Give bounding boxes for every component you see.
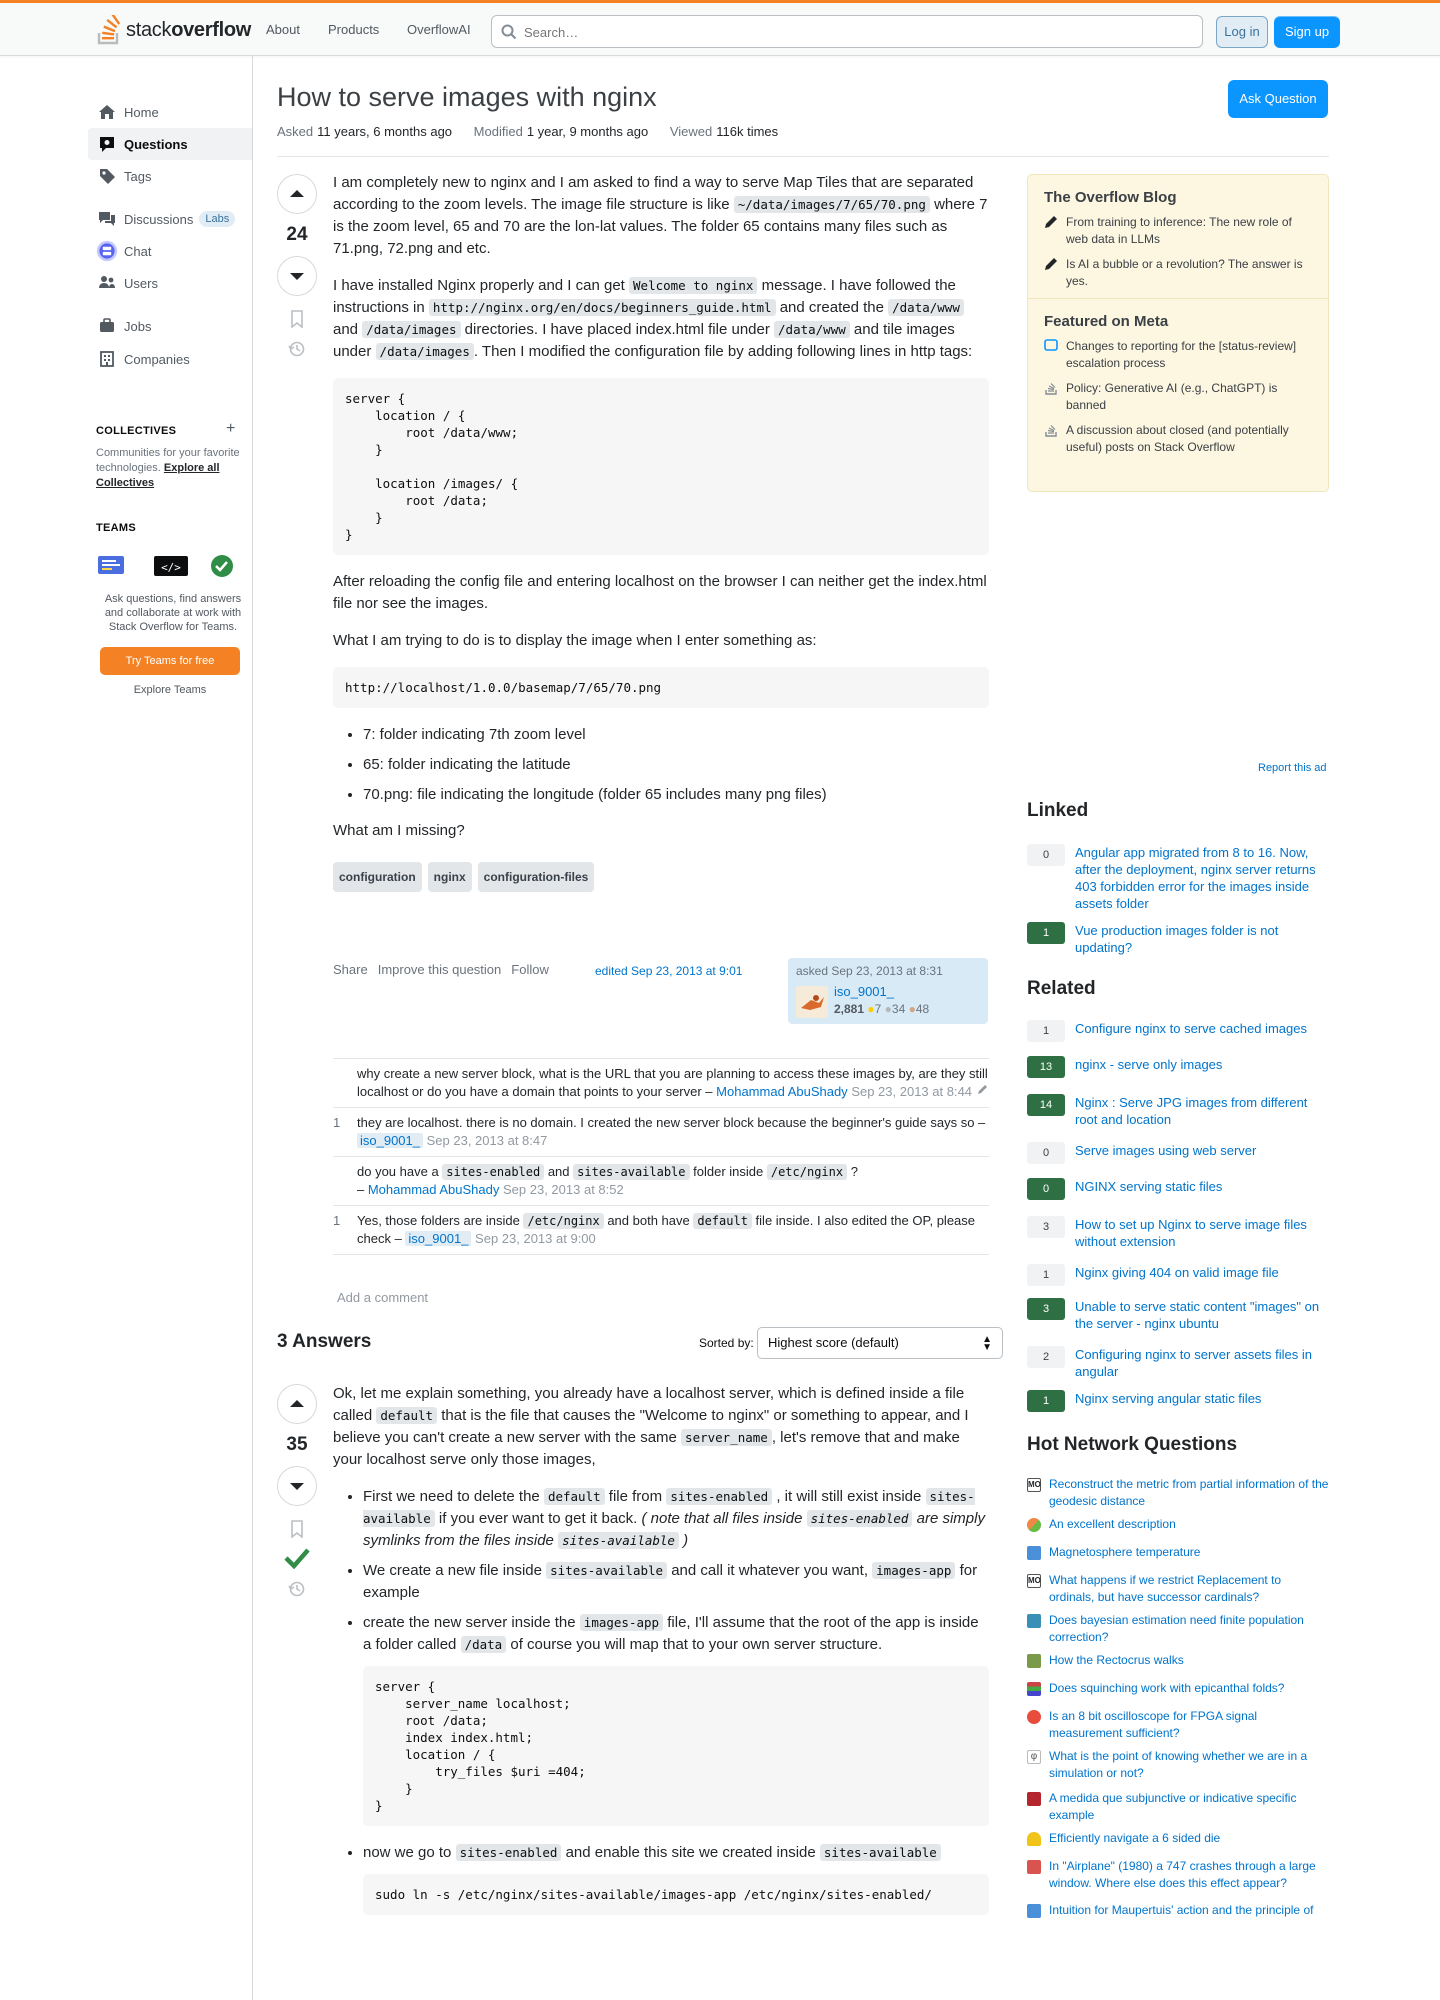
meta-item[interactable]: [1028, 418, 1328, 460]
upvote-button[interactable]: [277, 1384, 317, 1424]
hot-link[interactable]: Efficiently navigate a 6 sided die: [1049, 1831, 1221, 1845]
answers-header: 3 Answers: [277, 1331, 372, 1352]
score-badge: 1: [1027, 922, 1065, 944]
asked-label: Asked: [277, 124, 314, 139]
nav-overflowai[interactable]: OverflowAI: [407, 22, 471, 37]
nav-home-label: Home: [124, 104, 159, 120]
code-block-server: server { server_name localhost; root /data; index index.html; location / { try_files $uri =404; } }: [363, 1666, 989, 1826]
nav-chat-label: Chat: [124, 243, 152, 259]
question-p1: I am completely new to nginx and I am asked to find a way to serve Map Tiles that are separated according to the zoom levels. The image file structure is like ~/data/images/7/65/70.png where 7 is the zoom level, 65 and 70 are the lon-lat values. The folder 65 contains many files such as 71.png, 72.png and etc.: [333, 174, 988, 257]
svg-text:</>: </>: [161, 561, 181, 574]
login-button[interactable]: Log in: [1216, 16, 1268, 48]
viewed-value: 116k times: [716, 124, 779, 139]
pencil-icon: [976, 1084, 988, 1096]
meta-title: Featured on Meta: [1044, 313, 1169, 330]
logo-text-bold: overflow: [171, 18, 252, 41]
nav-about[interactable]: About: [266, 22, 300, 37]
score-badge: 0: [1027, 844, 1065, 866]
comment: 1 they are localhost. there is no domain. I created the new server block because the beginner's guide says so – iso_9001_ Sep 23, 2013 at 8:47: [333, 1107, 989, 1156]
nav-discussions[interactable]: [88, 203, 252, 235]
search-box[interactable]: [491, 15, 1203, 48]
linked-link[interactable]: Vue production images folder is not updating?: [1075, 923, 1279, 955]
comment: 1 Yes, those folders are inside /etc/nginx and both have default file inside. I also edited the OP, please check – iso_9001_ Sep 23, 2013 at 9:00: [333, 1205, 989, 1255]
hot-network-title: Hot Network Questions: [1027, 1434, 1238, 1455]
linked-link[interactable]: Angular app migrated from 8 to 16. Now, after the deployment, nginx server returns 403 forbidden error for the images inside assets folder: [1075, 845, 1316, 911]
signup-button[interactable]: Sign up: [1274, 16, 1340, 48]
score-badge: 14: [1027, 1094, 1065, 1116]
hot-link[interactable]: Reconstruct the metric from partial information of the geodesic distance: [1049, 1477, 1329, 1508]
question-meta: [277, 124, 796, 139]
score-badge: 0: [1027, 1178, 1065, 1200]
score-badge: 2: [1027, 1346, 1065, 1368]
blog-item[interactable]: [1028, 210, 1328, 252]
hot-item[interactable]: [1027, 1652, 1329, 1669]
divider: [1028, 298, 1328, 299]
nav-discussions-label: Discussions: [124, 211, 194, 227]
score-badge: 3: [1027, 1216, 1065, 1238]
worldbuilding-icon: [1027, 1546, 1041, 1560]
answer-body: [333, 1383, 989, 1931]
question-p3: After reloading the config file and entering localhost on the browser I can neither get the index.html file nor see the images.: [333, 573, 987, 612]
related-link[interactable]: NGINX serving static files: [1075, 1179, 1223, 1194]
meta-link[interactable]: Policy: Generative AI (e.g., ChatGPT) is banned: [1066, 381, 1278, 412]
collectives-desc-text: Communities for your favorite technologies.: [96, 447, 240, 474]
question-body: [333, 172, 989, 892]
discussions-icon: [96, 210, 118, 228]
comment-user[interactable]: iso_9001_: [405, 1231, 471, 1246]
pencil-icon: [1044, 256, 1066, 290]
codegolf-icon: [1027, 1832, 1041, 1846]
hot-item[interactable]: [1027, 1680, 1329, 1697]
silver-badge-icon: ●: [884, 1002, 892, 1016]
list-item: • create the new server inside the images-app file, I'll assume that the root of the app is inside a folder called /data of course you will map that to your own server structure. server { server_name localhost; root /data; index index.html; location / { try_files $uri =404; } }: [363, 1612, 989, 1826]
related-title: Related: [1027, 978, 1096, 999]
list-item: • 7: folder indicating 7th zoom level: [363, 724, 989, 746]
hot-item[interactable]: [1027, 1902, 1329, 1919]
code-block-url: http://localhost/1.0.0/basemap/7/65/70.png: [333, 667, 989, 708]
edited-link[interactable]: edited Sep 23, 2013 at 9:01: [595, 964, 743, 978]
explore-teams-link[interactable]: Explore Teams: [133, 684, 207, 696]
question-p2: I have installed Nginx properly and I can get Welcome to nginx message. I have followed the instructions in http://nginx.org/en/docs/beginners_guide.html and created the /data/www and /data/images directories. I have placed index.html file under /data/www and tile images under /data/images . Then I modified the configuration file by adding following lines in http tags:: [333, 277, 973, 360]
history-button[interactable]: [277, 340, 317, 358]
hot-item[interactable]: [1027, 1708, 1329, 1742]
questions-icon: [96, 135, 118, 153]
related-item[interactable]: [1027, 1390, 1329, 1412]
mathoverflow-icon: MO: [1027, 1478, 1041, 1492]
hot-item[interactable]: [1027, 1748, 1329, 1782]
nav-tags[interactable]: [88, 160, 252, 192]
comment-score: 1: [333, 1115, 341, 1130]
answer-vote-cell: [277, 1384, 317, 1598]
hot-item[interactable]: [1027, 1790, 1329, 1824]
logo-text-light: stack: [126, 18, 172, 41]
nav-jobs-label: Jobs: [124, 318, 152, 334]
question-title[interactable]: How to serve images with nginx: [277, 82, 657, 112]
bookmark-button[interactable]: [277, 310, 317, 328]
spanish-icon: [1027, 1792, 1041, 1806]
blog-title: The Overflow Blog: [1044, 189, 1177, 206]
top-bar: [0, 0, 1440, 56]
meta-link[interactable]: Changes to reporting for the [status-review] escalation process: [1066, 339, 1297, 370]
score-badge: 1: [1027, 1264, 1065, 1286]
vote-count: 35: [286, 1434, 308, 1455]
comment: do you have a sites-enabled and sites-available folder inside /etc/nginx ? – Mohammad AbuShady Sep 23, 2013 at 8:52: [333, 1156, 989, 1205]
hot-item[interactable]: [1027, 1544, 1329, 1561]
improve-link[interactable]: Improve this question: [377, 962, 502, 977]
hot-link[interactable]: Does squinching work with epicanthal folds?: [1049, 1681, 1285, 1695]
stack-meta-icon: [1044, 422, 1066, 456]
related-link[interactable]: Configure nginx to serve cached images: [1075, 1021, 1307, 1036]
comment-user[interactable]: Mohammad AbuShady: [367, 1182, 500, 1197]
hot-link[interactable]: What is the point of knowing whether we are in a simulation or not?: [1049, 1749, 1308, 1780]
owner-reputation: [834, 1002, 929, 1016]
related-item[interactable]: [1027, 1094, 1329, 1128]
related-link[interactable]: How to set up Nginx to serve image files without extension: [1075, 1217, 1307, 1249]
related-item[interactable]: [1027, 1056, 1329, 1078]
hot-link[interactable]: An excellent description: [1049, 1517, 1176, 1531]
building-icon: [96, 350, 118, 368]
owner-name[interactable]: iso_9001_: [834, 984, 894, 999]
related-item[interactable]: [1027, 1216, 1329, 1250]
code-block-config: server { location / { root /data/www; } location /images/ { root /data; } }: [333, 378, 989, 555]
list-item: • 70.png: file indicating the longitude (folder 65 includes many png files): [363, 784, 989, 806]
nav-chat[interactable]: [88, 235, 252, 267]
score-badge: 1: [1027, 1020, 1065, 1042]
ask-question-button[interactable]: Ask Question: [1228, 80, 1328, 118]
score-badge: 3: [1027, 1298, 1065, 1320]
philosophy-icon: φ: [1027, 1750, 1041, 1764]
viewed-label: Viewed: [669, 124, 713, 139]
hot-item[interactable]: [1027, 1858, 1329, 1892]
bookmark-button[interactable]: [277, 1520, 317, 1538]
puzzling-icon: [1027, 1518, 1041, 1532]
comment-user[interactable]: Mohammad AbuShady: [716, 1084, 848, 1099]
movies-icon: [1027, 1860, 1041, 1874]
list-item: • First we need to delete the default file from sites-enabled , it will still exist inside sites-available if you ever want to get it back. ( note that all files inside sites-enabled are simply symlinks from the files inside sites-available ): [363, 1486, 989, 1552]
physics-icon: [1027, 1904, 1041, 1918]
linked-item[interactable]: [1027, 922, 1329, 956]
silver-badge-count: 34: [891, 1002, 906, 1016]
blog-link[interactable]: Is AI a bubble or a revolution? The answer is yes.: [1066, 257, 1303, 288]
arrow-up-icon: [288, 185, 306, 203]
question-p5: What am I missing?: [333, 822, 465, 839]
related-item[interactable]: [1027, 1020, 1329, 1042]
chat-bubble-icon: [1044, 338, 1066, 372]
score-badge: 1: [1027, 1390, 1065, 1412]
meta-item[interactable]: [1028, 376, 1328, 418]
linked-title: Linked: [1027, 800, 1089, 821]
accepted-answer-check: [277, 1546, 317, 1570]
collectives-desc: [96, 446, 246, 491]
downvote-button[interactable]: [277, 1466, 317, 1506]
asked-time: asked Sep 23, 2013 at 8:31: [796, 964, 943, 978]
hot-item[interactable]: [1027, 1572, 1329, 1606]
tag-nginx[interactable]: nginx: [428, 862, 472, 892]
bookmark-icon: [289, 1520, 305, 1538]
electronics-icon: [1027, 1710, 1041, 1724]
pencil-icon: [1044, 214, 1066, 248]
arrow-down-icon: [288, 1477, 306, 1495]
hot-link[interactable]: How the Rectocrus walks: [1049, 1653, 1184, 1667]
try-teams-button[interactable]: Try Teams for free: [100, 647, 240, 675]
hot-link[interactable]: Does bayesian estimation need finite population correction?: [1049, 1613, 1304, 1644]
hot-item[interactable]: [1027, 1830, 1329, 1847]
gold-badge-count: 7: [874, 1002, 882, 1016]
mathoverflow-icon: MO: [1027, 1574, 1041, 1588]
sort-select[interactable]: [757, 1327, 1003, 1359]
plus-icon[interactable]: +: [226, 420, 236, 437]
list-item: • 65: folder indicating the latitude: [363, 754, 989, 776]
history-button[interactable]: [277, 1580, 317, 1598]
related-link[interactable]: Serve images using web server: [1075, 1143, 1257, 1158]
explore-collectives-link[interactable]: Explore all Collectives: [96, 462, 220, 489]
left-sidebar: [0, 56, 253, 2000]
hot-link[interactable]: Magnetosphere temperature: [1049, 1545, 1201, 1559]
comment-list: [333, 1058, 989, 1255]
nav-products[interactable]: Products: [328, 22, 380, 37]
avatar[interactable]: [796, 986, 828, 1018]
hot-link[interactable]: A medida que subjunctive or indicative specific example: [1049, 1791, 1297, 1822]
related-item[interactable]: [1027, 1298, 1329, 1332]
report-ad-link[interactable]: Report this ad: [1258, 762, 1327, 774]
vote-count: 24: [286, 224, 308, 245]
history-icon: [288, 1580, 306, 1598]
bookmark-icon: [289, 310, 305, 328]
hot-item[interactable]: [1027, 1476, 1329, 1510]
related-link[interactable]: Nginx serving angular static files: [1075, 1391, 1262, 1406]
related-item[interactable]: [1027, 1346, 1329, 1380]
related-item[interactable]: [1027, 1178, 1329, 1200]
nav-questions-label: Questions: [124, 136, 188, 152]
overflow-blog-widget: [1027, 174, 1329, 492]
nav-users-label: Users: [124, 275, 158, 291]
nav-companies-label: Companies: [124, 351, 190, 367]
blog-link[interactable]: From training to inference: The new role of web data in LLMs: [1066, 215, 1292, 246]
chat-icon: [96, 238, 118, 264]
teams-title: TEAMS: [96, 522, 136, 534]
related-link[interactable]: Configuring nginx to server assets files in angular: [1075, 1347, 1313, 1379]
labs-badge: Labs: [199, 211, 235, 227]
asked-value: 11 years, 6 months ago: [317, 124, 453, 139]
answer-p1: Ok, let me explain something, you already have a localhost server, which is defined inside a file called default that is the file that causes the "Welcome to nginx" or something to appear, and I believe you can't create a new server with the same server_name , let's remove that and make your localhost serve only those images,: [333, 1385, 969, 1468]
nav-tags-label: Tags: [124, 168, 152, 184]
list-item: • We create a new file inside sites-available and call it whatever you want, images-app for example: [363, 1560, 989, 1604]
sort-value: Highest score (default): [768, 1335, 899, 1350]
gold-badge-icon: ●: [867, 1002, 875, 1016]
history-icon: [288, 340, 306, 358]
post-menu: [333, 962, 549, 977]
add-comment-link[interactable]: Add a comment: [337, 1290, 429, 1305]
upvote-button[interactable]: [277, 174, 317, 214]
checkmark-icon: [283, 1546, 311, 1570]
blog-item[interactable]: [1028, 252, 1328, 294]
hot-item[interactable]: [1027, 1612, 1329, 1646]
tag-icon: [96, 167, 118, 185]
tag-configuration[interactable]: configuration: [333, 862, 422, 892]
score-badge: 13: [1027, 1056, 1065, 1078]
related-link[interactable]: Unable to serve static content "images" on the server - nginx ubuntu: [1075, 1299, 1320, 1331]
nav-questions[interactable]: [88, 128, 252, 160]
related-link[interactable]: nginx - serve only images: [1075, 1057, 1223, 1072]
comment-user[interactable]: iso_9001_: [357, 1133, 423, 1148]
answer-list: [363, 1486, 989, 1915]
nav-users[interactable]: [88, 267, 252, 299]
stack-logo-icon: [96, 15, 122, 45]
modified-label: Modified: [473, 124, 523, 139]
meta-item[interactable]: [1028, 334, 1328, 376]
users-icon: [96, 274, 118, 292]
reputation-score: 2,881: [834, 1002, 865, 1016]
share-link[interactable]: Share: [333, 962, 368, 977]
tag-configuration-files[interactable]: configuration-files: [478, 862, 595, 892]
hot-link[interactable]: In "Airplane" (1980) a 747 crashes through a large window. Where else does this effect appear?: [1049, 1859, 1316, 1890]
related-link[interactable]: Nginx : Serve JPG images from different root and location: [1075, 1095, 1308, 1127]
hot-item[interactable]: [1027, 1516, 1329, 1533]
related-link[interactable]: Nginx giving 404 on valid image file: [1075, 1265, 1279, 1280]
follow-link[interactable]: Follow: [511, 962, 549, 977]
teams-desc: Ask questions, find answers and collaborate at work with Stack Overflow for Teams.: [104, 593, 242, 633]
photography-icon: [1027, 1682, 1041, 1696]
sort-arrows-icon: ▲ ▼: [982, 1334, 992, 1353]
hot-link[interactable]: What happens if we restrict Replacement to ordinals, but have successor cardinals?: [1049, 1573, 1282, 1604]
hot-link[interactable]: Is an 8 bit oscilloscope for FPGA signal measurement sufficient?: [1049, 1709, 1258, 1740]
related-item[interactable]: [1027, 1264, 1329, 1286]
bronze-badge-icon: ●: [908, 1002, 916, 1016]
linked-item[interactable]: [1027, 844, 1329, 912]
search-input[interactable]: [524, 22, 1184, 42]
comment-score: 1: [333, 1213, 341, 1228]
modified-value: 1 year, 9 months ago: [526, 124, 649, 139]
hot-link[interactable]: Intuition for Maupertuis' action and the principle of: [1049, 1903, 1314, 1917]
crossvalidated-icon: [1027, 1614, 1041, 1628]
collectives-title: COLLECTIVES: [96, 425, 177, 437]
home-icon: [96, 103, 118, 121]
bronze-badge-count: 48: [915, 1002, 930, 1016]
question-vote-cell: [277, 174, 317, 358]
briefcase-icon: [96, 317, 118, 335]
meta-link[interactable]: A discussion about closed (and potentially useful) posts on Stack Overflow: [1066, 423, 1289, 454]
arrow-down-icon: [288, 267, 306, 285]
nav-companies[interactable]: [88, 343, 252, 375]
question-p4: What I am trying to do is to display the image when I enter something as:: [333, 632, 817, 649]
downvote-button[interactable]: [277, 256, 317, 296]
owner-card: [788, 958, 988, 1024]
stack-meta-icon: [1044, 380, 1066, 414]
sorted-by-label: Sorted by:: [699, 1336, 754, 1350]
related-item[interactable]: [1027, 1142, 1329, 1164]
teams-illustration: [98, 552, 236, 583]
arrow-up-icon: [288, 1395, 306, 1413]
nav-home[interactable]: [88, 96, 252, 128]
question-list: [363, 724, 989, 806]
comment: why create a new server block, what is the URL that you are planning to access these images by, are they still localhost or do you have a domain that points to your server – Mohammad AbuShady Sep 23, 2013 at 8:44: [333, 1058, 989, 1107]
worldbuilding-icon: [1027, 1654, 1041, 1668]
score-badge: 0: [1027, 1142, 1065, 1164]
code-block-symlink: sudo ln -s /etc/nginx/sites-available/images-app /etc/nginx/sites-enabled/: [363, 1874, 989, 1915]
tag-list: [333, 862, 989, 892]
nav-jobs[interactable]: [88, 310, 252, 342]
divider: [277, 156, 1329, 157]
search-icon: [501, 24, 517, 40]
stackoverflow-logo[interactable]: [96, 13, 251, 47]
list-item: • now we go to sites-enabled and enable this site we created inside sites-available sudo ln -s /etc/nginx/sites-available/images-app /etc/nginx/sites-enabled/: [363, 1842, 989, 1915]
